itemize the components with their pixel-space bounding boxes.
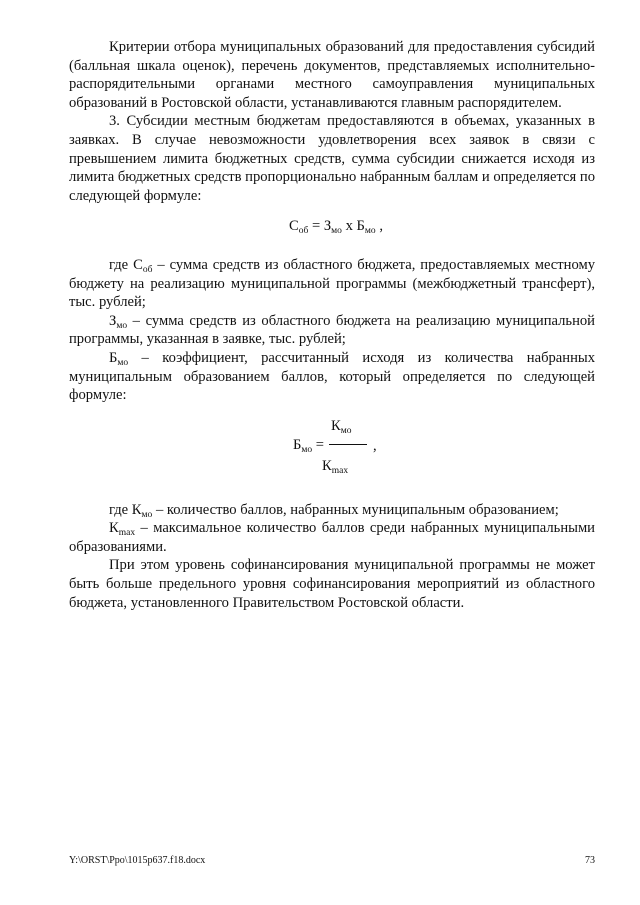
- definition-c-sub: об: [142, 264, 153, 275]
- definition-b-prefix: Б: [109, 349, 118, 366]
- formula2-den-sub: max: [331, 465, 349, 476]
- paragraph-cofinancing: При этом уровень софинансирования муниципальной программы не может быть больше предельного уровня софинансирования мероприятий из областного бюджета, установленного Правительством Ростовской области.: [69, 557, 595, 611]
- definition-z-text: – сумма средств из областного бюджета на реализацию муниципальной программы, указанная в заявке, тыс. рублей;: [69, 312, 595, 348]
- formula2-comma: ,: [373, 437, 377, 454]
- definition-b-text: – коэффициент, рассчитанный исходя из количества набранных муниципальным образованием баллов, который определяется по следующей формуле:: [69, 349, 595, 404]
- definition-c-text: – сумма средств из областного бюджета, предоставляемых местному бюджету на реализацию муниципальной программы (межбюджетный трансферт), тыс. рублей;: [69, 256, 596, 311]
- footer-file-path: Y:\ORST\Ppo\1015p637.f18.docx: [69, 855, 206, 866]
- definition-b: [69, 349, 595, 405]
- definition-kmax: [69, 519, 595, 556]
- formula-z-sub: мо: [331, 226, 342, 237]
- definition-kmax-prefix: К: [109, 520, 119, 537]
- definition-kmo: [69, 501, 595, 520]
- paragraph-subsidies: 3. Субсидии местным бюджетам предоставляются в объемах, указанных в заявках. В случае невозможности удовлетворения всех заявок в связи с превышением лимита бюджетных средств, сумма субсидии снижается исходя из лимита бюджетных средств пропорционально набранным баллам и определяется по следующей формуле:: [69, 113, 595, 204]
- formula2-num-sub: мо: [340, 425, 352, 436]
- page-number: 73: [585, 855, 595, 866]
- formula2-eq: =: [312, 436, 325, 453]
- formula2-numerator: [331, 417, 352, 436]
- definition-z-sub: мо: [116, 320, 128, 331]
- formula2-num-letter: К: [331, 417, 341, 434]
- formula-b-sub: мо: [364, 226, 376, 237]
- document-body: [69, 38, 595, 612]
- definition-c-prefix: где С: [109, 256, 143, 273]
- formula2-lhs-sub: мо: [301, 444, 313, 455]
- definition-z: [69, 312, 595, 349]
- paragraph-criteria: Критерии отбора муниципальных образований для предоставления субсидий (балльная шкала оценок), перечень документов, представляемых исполнительно-распорядительными органами местного самоуправления муниципальных образований в Ростовской области, устанавливаются главным распорядителем.: [69, 39, 595, 111]
- formula-c-sub: об: [298, 226, 309, 237]
- definition-b-sub: мо: [117, 357, 129, 368]
- formula-subsidy: [69, 217, 595, 236]
- formula-mult: х: [341, 218, 357, 235]
- formula2-den-letter: К: [322, 457, 332, 474]
- definition-kmax-text: – максимальное количество баллов среди набранных муниципальными образованиями.: [69, 520, 595, 555]
- definition-kmo-prefix: где К: [109, 501, 142, 518]
- fraction-line: [329, 444, 367, 445]
- definition-kmo-sub: мо: [141, 509, 153, 520]
- definition-c: [69, 256, 595, 312]
- formula-c: С: [289, 218, 299, 235]
- formula-z: З: [323, 218, 332, 235]
- definition-kmo-text: – количество баллов, набранных муниципальным образованием;: [152, 501, 559, 518]
- formula-end: ,: [375, 218, 383, 235]
- definition-z-prefix: З: [109, 312, 117, 329]
- formula2-lhs-letter: Б: [293, 436, 302, 453]
- formula-b: Б: [356, 218, 365, 235]
- formula-coefficient: [69, 417, 595, 493]
- definition-kmax-sub: max: [118, 528, 136, 539]
- formula2-denominator: [322, 457, 348, 476]
- formula2-lhs: [293, 436, 324, 455]
- formula-eq: =: [308, 218, 324, 235]
